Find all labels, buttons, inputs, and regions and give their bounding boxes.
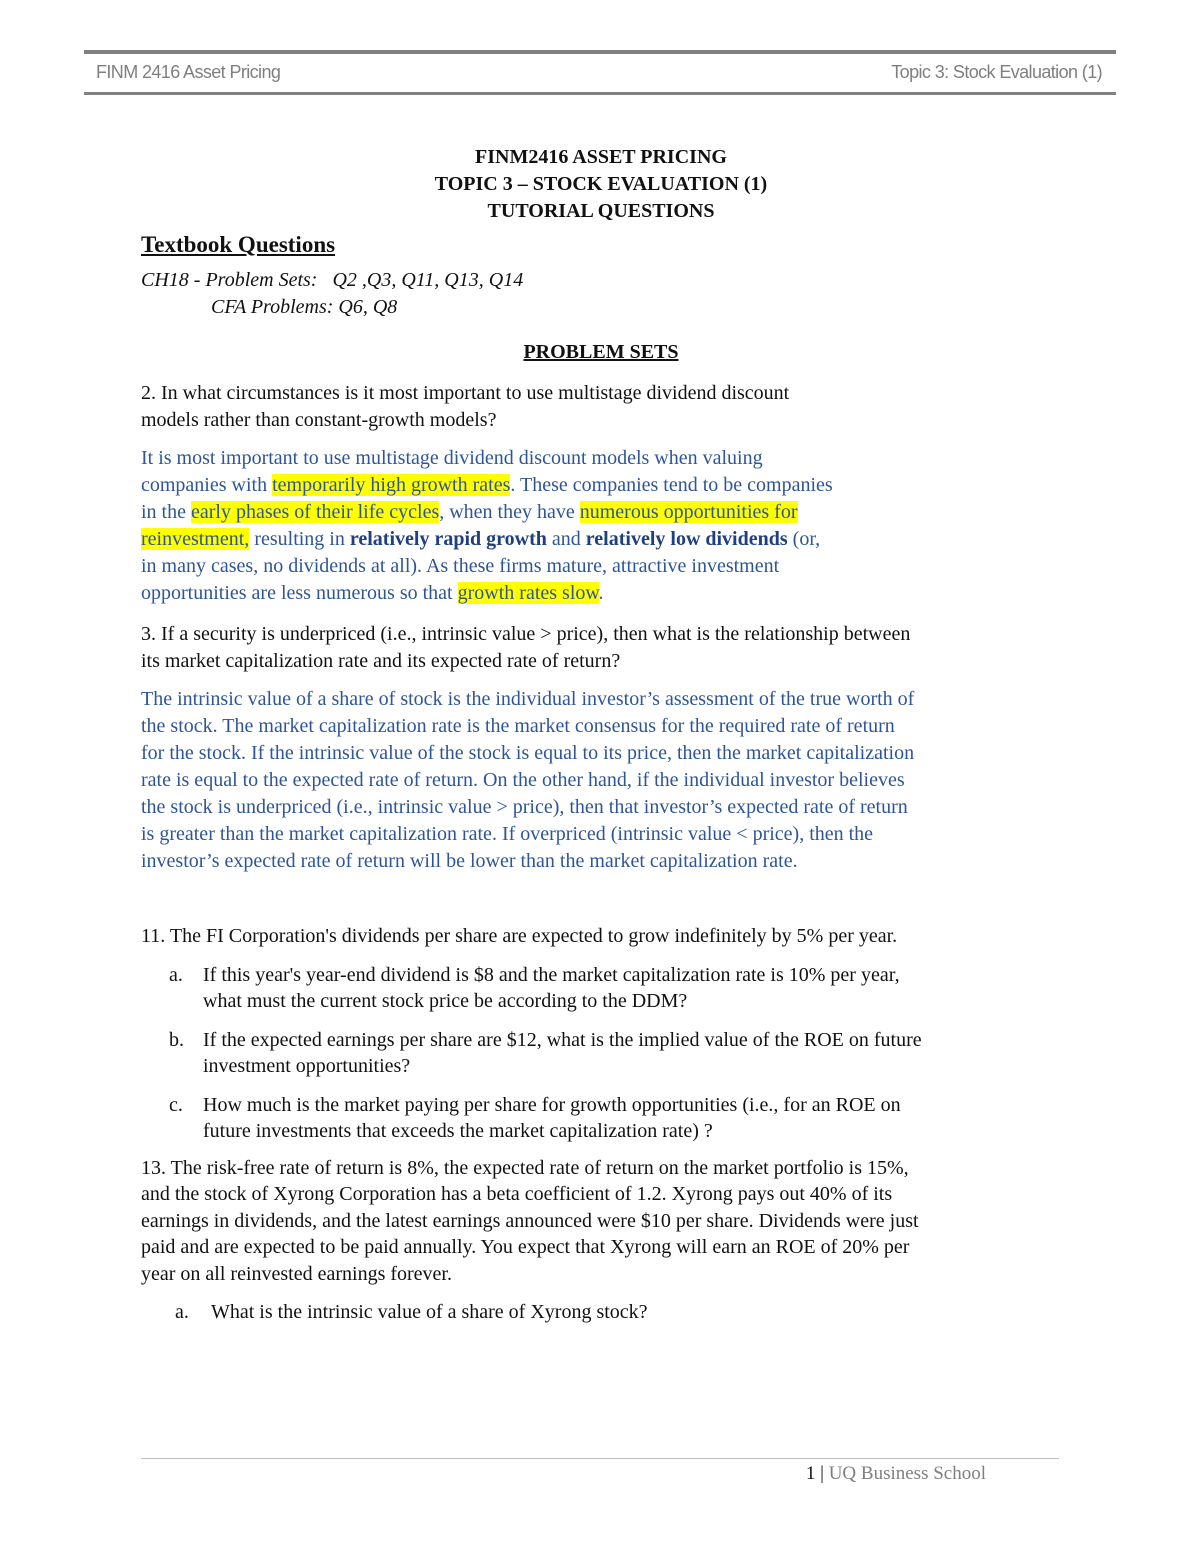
answer-2-line-1: It is most important to use multistage dividend discount models when valuing xyxy=(141,447,763,469)
question-3-line-2: its market capitalization rate and its expected rate of return? xyxy=(141,649,621,672)
question-13 xyxy=(141,1155,1061,1288)
answer-3 xyxy=(141,686,1061,875)
answer-3-line: for the stock. If the intrinsic value of the stock is equal to its price, then the market capitalization xyxy=(141,742,915,764)
item-line: investment opportunities? xyxy=(203,1055,411,1077)
highlight: growth rates slow xyxy=(457,582,599,604)
title-line-3: TUTORIAL QUESTIONS xyxy=(487,200,715,222)
question-11: 11. The FI Corporation's dividends per share are expected to grow indefinitely by 5% per year. xyxy=(141,925,898,947)
answer-3-line: the stock. The market capitalization rate is the market consensus for the required rate of return xyxy=(141,715,895,737)
answer-text: , when they have xyxy=(439,501,580,523)
item-text xyxy=(203,1027,1061,1080)
question-2 xyxy=(141,380,1061,433)
answer-3-line: investor’s expected rate of return will be lower than the market capitalization rate. xyxy=(141,850,798,872)
header-top-rule xyxy=(84,50,1116,54)
highlight: early phases of their life cycles xyxy=(191,501,440,523)
answer-2-line-4 xyxy=(141,526,1061,553)
question-13-line: year on all reinvested earnings forever. xyxy=(141,1262,452,1285)
header-bottom-rule xyxy=(84,92,1116,95)
bold-term: relatively rapid growth xyxy=(349,528,547,550)
question-13-line: paid and are expected to be paid annually. You expect that Xyrong will earn an ROE of 20% per xyxy=(141,1236,910,1258)
textbook-cfa-problems: CFA Problems: Q6, Q8 xyxy=(211,296,398,318)
footer-separator: | xyxy=(815,1463,829,1484)
answer-3-line: The intrinsic value of a share of stock is the individual investor’s assessment of the true worth of xyxy=(141,688,915,710)
answer-text: companies with xyxy=(141,474,273,496)
item-label: a. xyxy=(175,1301,189,1323)
title-line-1: FINM2416 ASSET PRICING xyxy=(475,146,727,168)
page-number: 1 xyxy=(805,1463,816,1484)
item-text xyxy=(203,962,1061,1015)
question-2-line-1: 2. In what circumstances is it most important to use multistage dividend discount xyxy=(141,382,790,404)
answer-text: in the xyxy=(141,501,191,523)
answer-2-line-3 xyxy=(141,499,1061,526)
list-item xyxy=(141,962,1061,1015)
list-item xyxy=(141,1027,1061,1080)
textbook-questions-heading: Textbook Questions xyxy=(141,232,336,257)
answer-2-line-6 xyxy=(141,580,1061,607)
answer-text: resulting in xyxy=(249,528,350,550)
answer-2 xyxy=(141,445,1061,607)
highlight: temporarily high growth rates xyxy=(272,474,511,496)
header-topic: Topic 3: Stock Evaluation (1) xyxy=(891,62,1102,82)
answer-3-line: rate is equal to the expected rate of return. On the other hand, if the individual investor believes xyxy=(141,769,905,791)
item-label: c. xyxy=(169,1093,183,1116)
answer-text: . xyxy=(598,582,604,604)
footer-school: UQ Business School xyxy=(828,1463,986,1484)
answer-3-line: is greater than the market capitalization rate. If overpriced (intrinsic value < price), then the xyxy=(141,823,874,845)
item-text xyxy=(203,1092,1061,1145)
answer-text: (or, xyxy=(787,528,821,550)
item-line: How much is the market paying per share for growth opportunities (i.e., for an ROE on xyxy=(203,1093,901,1116)
title-line-2: TOPIC 3 – STOCK EVALUATION (1) xyxy=(434,173,768,195)
item-line: If the expected earnings per share are $12, what is the implied value of the ROE on future xyxy=(203,1028,922,1051)
problem-sets-heading: PROBLEM SETS xyxy=(523,341,679,363)
document-body xyxy=(141,144,1061,1326)
item-text: What is the intrinsic value of a share of Xyrong stock? xyxy=(211,1301,648,1323)
answer-2-line-2 xyxy=(141,472,1061,499)
list-item xyxy=(141,1299,1061,1326)
answer-text: . These companies tend to be companies xyxy=(510,474,833,496)
item-line: If this year's year-end dividend is $8 and the market capitalization rate is 10% per year, xyxy=(203,963,900,986)
header-course: FINM 2416 Asset Pricing xyxy=(96,62,281,82)
answer-text: opportunities are less numerous so that xyxy=(141,582,458,604)
question-13-line: and the stock of Xyrong Corporation has a beta coefficient of 1.2. Xyrong pays out 40% of its xyxy=(141,1183,893,1205)
item-label: a. xyxy=(169,963,183,986)
question-3-line-1: 3. If a security is underpriced (i.e., intrinsic value > price), then what is the relationship between xyxy=(141,623,911,645)
item-line: future investments that exceeds the market capitalization rate) ? xyxy=(203,1120,713,1142)
question-11-items xyxy=(141,962,1061,1145)
textbook-problem-sets: CH18 - Problem Sets: Q2 ,Q3, Q11, Q13, Q14 xyxy=(141,269,524,291)
list-item xyxy=(141,1092,1061,1145)
footer xyxy=(806,1463,986,1485)
question-2-line-2: models rather than constant-growth models? xyxy=(141,408,497,431)
answer-2-line-5: in many cases, no dividends at all). As these firms mature, attractive investment xyxy=(141,555,780,577)
item-line: what must the current stock price be according to the DDM? xyxy=(203,990,688,1012)
answer-3-line: the stock is underpriced (i.e., intrinsic value > price), then that investor’s expected rate of return xyxy=(141,796,908,818)
highlight: numerous opportunities for xyxy=(579,501,798,523)
item-label: b. xyxy=(169,1028,184,1051)
document-title xyxy=(141,144,1061,225)
answer-text: and xyxy=(546,528,586,550)
question-13-line: earnings in dividends, and the latest earnings announced were $10 per share. Dividends were just xyxy=(141,1209,919,1232)
highlight: reinvestment, xyxy=(141,528,250,550)
question-3 xyxy=(141,621,1061,674)
question-13-line: 13. The risk-free rate of return is 8%, the expected rate of return on the market portfolio is 15%, xyxy=(141,1156,909,1179)
bold-term: relatively low dividends xyxy=(585,528,788,550)
footer-rule xyxy=(141,1458,1059,1459)
